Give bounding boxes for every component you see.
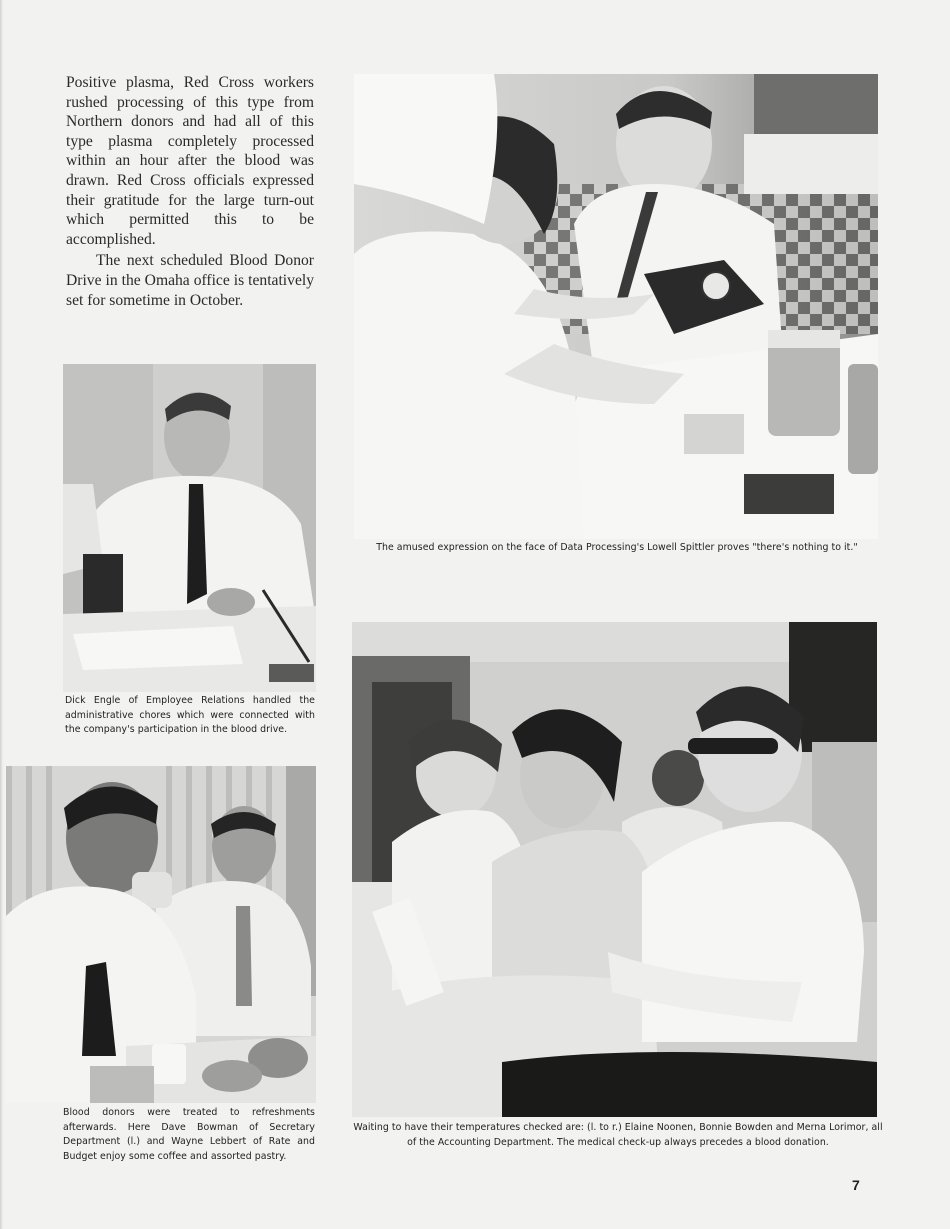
photo-temperatures: [352, 622, 877, 1117]
article-paragraph-2: The next scheduled Blood Donor Drive in the Omaha office is tentatively set for sometime in October.: [66, 252, 314, 309]
page-number: 7: [852, 1177, 860, 1193]
caption-dick-engle: Dick Engle of Employee Relations handled the administrative chores which were connected with the company's participation in the blood drive.: [65, 695, 315, 736]
caption-temperatures: Waiting to have their temperatures checked are: (l. to r.) Elaine Noonen, Bonnie Bowden and Merna Lorimor, all of the Accounting Department. The medical check-up always precedes a blood donation.: [353, 1122, 883, 1148]
caption-refreshments: Blood donors were treated to refreshments afterwards. Here Dave Bowman of Secretary Department (l.) and Wayne Lebbert of Rate and Budget enjoy some coffee and assorted pastry.: [63, 1107, 315, 1163]
article-paragraph-1: Positive plasma, Red Cross workers rushed processing of this type from Northern donors and had all of this type plasma completely processed within an hour after the blood was drawn. Red Cross officials expressed their gratitude for the large turn-out which permitted this to be accomplished.: [66, 74, 314, 248]
article-text: [66, 73, 314, 312]
photo-refreshments: [6, 766, 316, 1103]
page-edge: [0, 0, 3, 1229]
photo-blood-pressure: [354, 74, 878, 539]
caption-blood-pressure: The amused expression on the face of Data Processing's Lowell Spittler proves "there's nothing to it.": [376, 542, 858, 553]
photo-dick-engle: [63, 364, 316, 692]
